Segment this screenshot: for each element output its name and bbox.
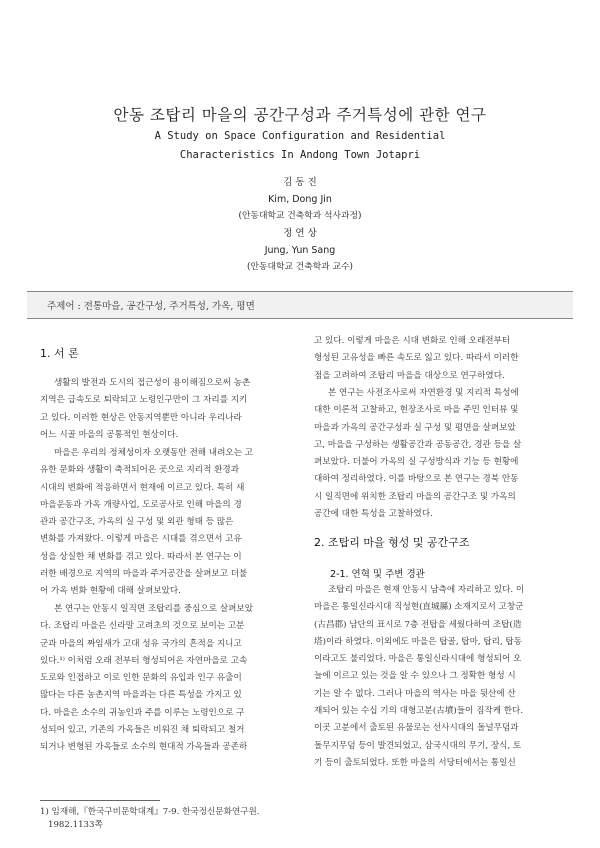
text-line: 마을운동과 가옥 개량사업, 도로공사로 인해 마을의 경 (40, 499, 242, 510)
author2-affiliation: (안동대학교 건축학과 교수) (247, 262, 353, 272)
text-line: 다. 조탑리 마을은 신라말 고려초의 것으로 보이는 고분 (40, 621, 245, 632)
footnote (40, 806, 260, 832)
text-line: 마을은 우리의 정체성이자 오랫동안 전해 내려오는 고 (54, 448, 254, 458)
text-line: 기 등이 출토되었다. 또한 마을의 서당터에서는 통일신 (314, 757, 516, 768)
text-line: 되거나 변형된 가옥들로 소수의 현대적 가옥들과 공존하 (40, 742, 248, 753)
text-line: 시 일직면에 위치한 조탑리 마을의 공간구조 및 가옥의 (314, 491, 516, 502)
text-line: 점을 고려하여 조탑리 마을을 대상으로 연구하였다. (314, 370, 505, 381)
text-line: 어느 시골 마을의 공통적인 현상이다. (40, 429, 179, 440)
text-line: 유한 문화와 생활이 축적되어온 곳으로 지리적 환경과 (40, 465, 240, 476)
text-line: 펴보았다. 더불어 가옥의 실 구성방식과 기능 등 현황에 (314, 457, 519, 468)
text-line: 성되어 있고, 기존의 가옥들은 비워진 채 퇴락되고 철거 (40, 725, 245, 736)
text-line: 많다는 다른 농촌지역 마을과는 다른 특성을 가지고 있 (40, 690, 242, 701)
text-line: 러한 배경으로 지역의 마을과 주거공간을 살펴보고 더불 (40, 569, 248, 580)
text-line: 형성된 고유성을 빠른 속도로 잃고 있다. 따라서 이러한 (314, 353, 519, 364)
text-line: 관과 공간구조, 가옥의 실 구성 및 외관 형태 등 많은 (40, 517, 234, 528)
section1-paragraph-5 (314, 385, 580, 523)
keywords-text: 주제어 : 전통마을, 공간구성, 주거특성, 가옥, 평면 (47, 301, 255, 312)
text-line: 시대의 변화에 적응하면서 현재에 이르고 있다. 특히 새 (40, 482, 245, 493)
text-line: 늘에 이르고 있는 것을 알 수 있으나 그 정확한 형성 시 (314, 671, 516, 682)
text-line: 기는 알 수 없다. 그러나 마을의 역사는 마을 뒷산에 산 (314, 688, 516, 699)
author2-name-korean: 정 연 상 (283, 228, 317, 239)
text-line: 돌무지무덤 등이 발견되었고, 삼국시대의 무기, 장식, 토 (314, 740, 522, 751)
text-line: 이곳 고분에서 출토된 유물로는 선사시대의 돌널무덤과 (314, 723, 519, 734)
author2-name-english: Jung, Yun Sang (264, 245, 336, 256)
text-line: 塔)이라 하였다. 이외에도 마을은 탑골, 탑마, 탑리, 탑동 (314, 636, 523, 647)
text-line: 조탑리 마을은 현재 안동시 남측에 자리하고 있다. 이 (328, 585, 525, 595)
paper-title-english-line2: Characteristics In Andong Town Jotapri (179, 149, 421, 161)
text-line: 생활의 발전과 도시의 접근성이 용이해짐으로써 농촌 (54, 378, 251, 388)
section1-paragraph-2 (40, 445, 306, 601)
text-line: 마을은 통일신라시대 직성현(直城縣) 소재지로서 고창군 (314, 602, 524, 613)
text-line: 도로와 인접하고 이로 인한 문화의 유입과 인구 유출이 (40, 673, 242, 684)
section1-paragraph-4 (314, 333, 580, 385)
section2-1-paragraph (314, 582, 580, 772)
section1-heading: 1. 서 론 (40, 347, 79, 360)
author1-name-korean: 김 동 진 (283, 177, 317, 188)
footnote-line2: 1982.1133쪽 (48, 820, 103, 830)
text-line: 본 연구는 사전조사로써 자연환경 및 지리적 특성에 (328, 388, 519, 398)
author1-name-english: Kim, Dong Jin (268, 194, 332, 205)
text-line: 고 있다. 이렇게 마을은 시대 변화로 인해 오래전부터 (314, 336, 511, 346)
text-line: 고, 마을을 구성하는 생활공간과 공동공간, 경관 등을 살 (314, 439, 522, 450)
text-line: 마을과 가옥의 공간구성과 실 구성 및 평면을 살펴보았 (314, 422, 516, 433)
text-line: 재되어 있는 수십 기의 대형고분(古墳)들이 짐작케 한다. (314, 706, 524, 717)
paper-title-korean: 안동 조탑리 마을의 공간구성과 주거특성에 관한 연구 (113, 106, 487, 124)
text-line: 군과 마을의 짜임새가 고대 성유 국가의 흔적을 지니고 (40, 638, 242, 649)
text-line: 대하여 정리하였다. 이를 바탕으로 본 연구는 경북 안동 (314, 474, 519, 485)
text-line: 공간에 대한 특성을 고찰하였다. (314, 509, 433, 520)
text-line: 있다.¹⁾ 이처럼 오래 전부터 형성되어온 자연마을로 고속 (40, 655, 248, 666)
text-line: 다. 마을은 소수의 귀농인과 주를 이루는 노령인으로 구 (40, 707, 245, 718)
text-line: 성을 상실한 채 변화를 겪고 있다. 따라서 본 연구는 이 (40, 551, 242, 562)
section2-1-heading: 2-1. 연혁 및 주변 경관 (330, 569, 425, 580)
section1-paragraph-1 (40, 375, 306, 444)
text-line: 본 연구는 안동시 일직면 조탑리를 중심으로 살펴보았 (54, 604, 254, 614)
text-line: 고 있다. 이러한 현상은 안동지역뿐만 아니라 우리나라 (40, 412, 242, 423)
section2-heading: 2. 조탑리 마을 형성 및 공간구조 (314, 536, 470, 549)
keywords-box (27, 291, 573, 319)
text-line: 어 가옥 변화 현황에 대해 살펴보았다. (40, 586, 181, 597)
footnote-line1: 1) 임재해,『한국구비문학대계』7-9. 한국정신문화연구원. (40, 807, 260, 817)
text-line: 지역은 급속도로 퇴락되고 노령인구만이 그 자리를 지키 (40, 395, 248, 406)
footnote-rule (40, 800, 160, 801)
text-line: 대한 이론적 고찰하고, 현장조사로 마을 주민 인터뷰 및 (314, 405, 519, 416)
paper-title-english-line1: A Study on Space Configuration and Residential (154, 130, 446, 142)
text-line: 변화를 가져왔다. 이렇게 마을은 시대를 겪으면서 고유 (40, 534, 242, 545)
section1-paragraph-3 (40, 601, 306, 757)
text-line: (古昌郡) 남단의 표시로 7층 전탑을 세웠다하여 조탑(造 (314, 619, 522, 630)
text-line: 이라고도 불리었다. 마을은 통일신라시대에 형성되어 오 (314, 654, 522, 665)
author1-affiliation: (안동대학교 건축학과 석사과정) (238, 211, 362, 221)
